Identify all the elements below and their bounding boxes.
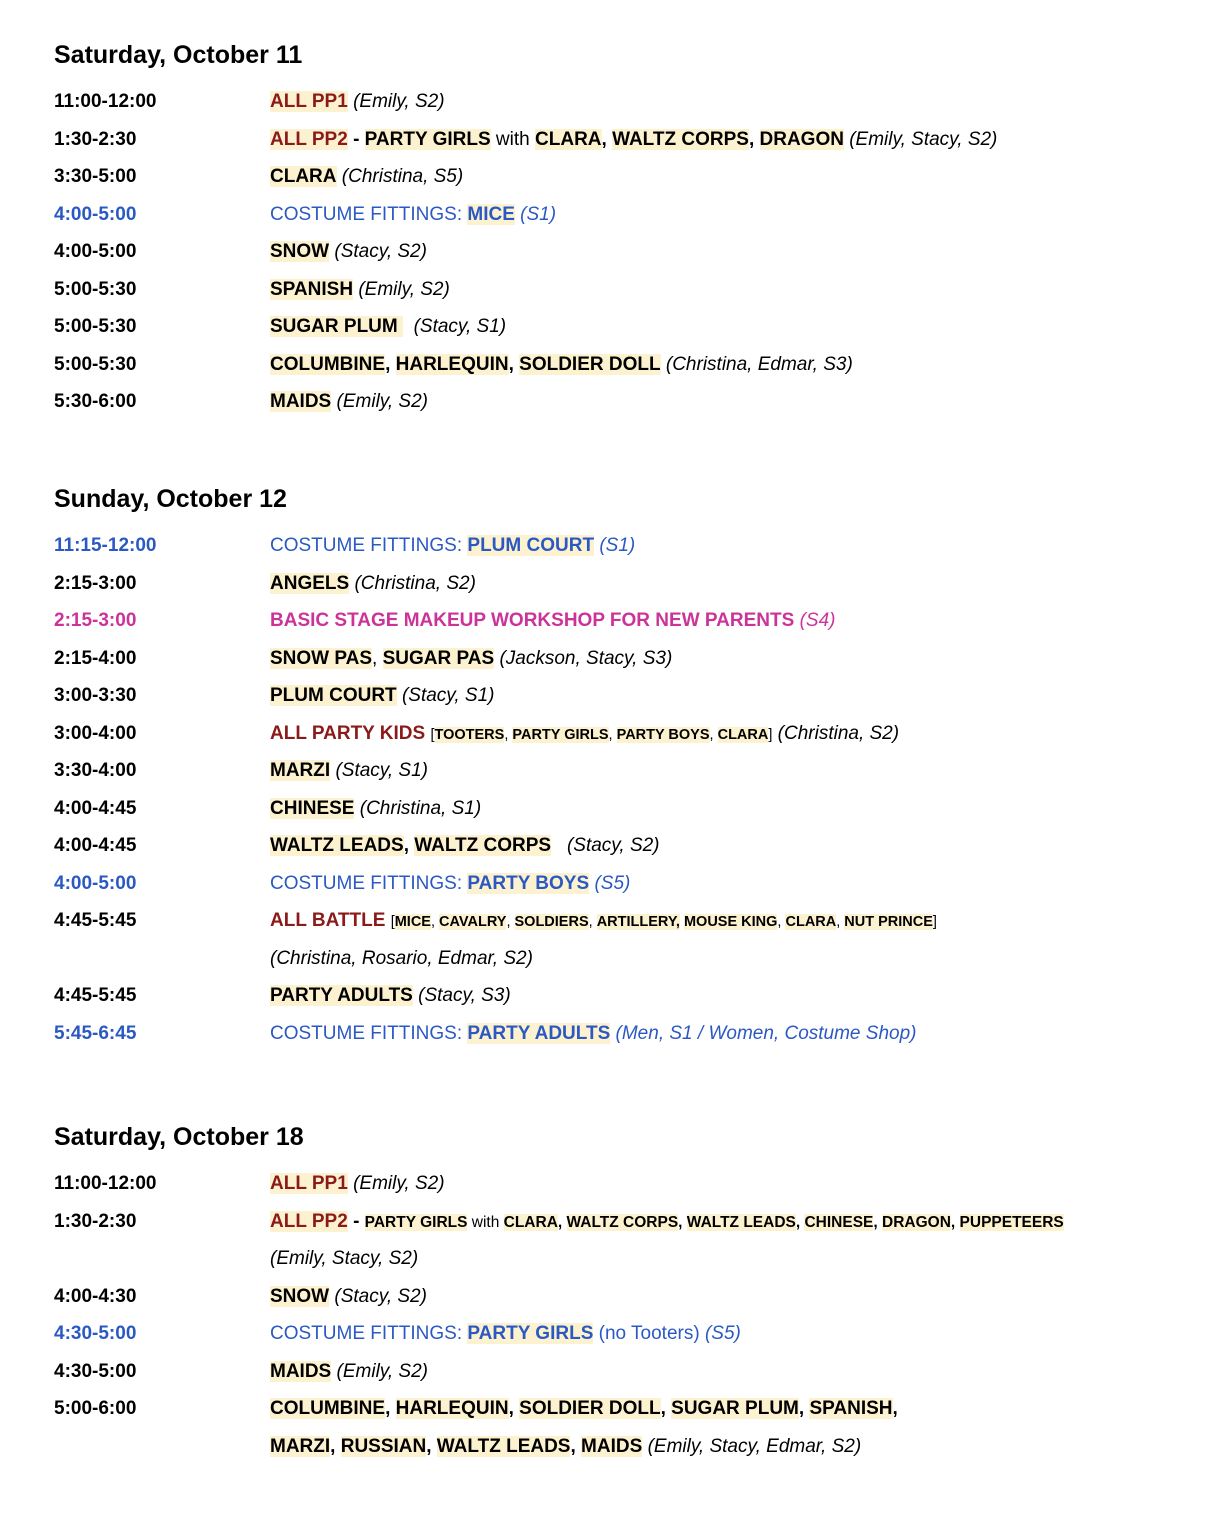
schedule-row [54,977,1194,1015]
instructor-studio-note: (Stacy, S1) [401,685,495,706]
separator-text: ] [932,914,937,930]
instructor-studio-note: (Emily, Stacy, Edmar, S2) [647,1435,862,1457]
group-name: COLUMBINE [270,1398,386,1419]
schedule-row [54,527,1194,565]
instructor-studio-note: (Christina, S2) [354,572,476,594]
instructor-studio-note: (Men, S1 / Women, Costume Shop) [615,1022,917,1044]
schedule-row [54,677,1194,715]
instructor-studio-note: (Stacy, S2) [566,835,660,856]
separator-text: , [892,1398,898,1419]
group-name: ANGELS [270,572,350,594]
group-name: BASIC STAGE MAKEUP WORKSHOP FOR NEW PARENTS [270,610,795,631]
separator-text: , [777,914,786,930]
group-name: PUPPETEERS [959,1213,1064,1231]
separator-text: , [385,1398,396,1419]
separator-text: , [385,353,396,375]
day-section [54,1122,1194,1465]
session-description [270,1203,1194,1242]
group-name: SPANISH [809,1398,893,1419]
group-name: MICE [394,914,431,930]
group-name: SNOW PAS [270,647,373,669]
group-name: WALTZ CORPS [612,128,749,150]
session-description [270,158,1194,196]
schedule-row [54,1315,1194,1353]
instructor-studio-note: (Emily, S2) [353,1173,445,1194]
instructor-studio-note: (Emily, S2) [336,391,428,412]
group-name: ALL PP2 [270,1210,348,1232]
separator-text: COSTUME FITTINGS: [270,1323,468,1344]
separator-text: , [601,128,613,150]
group-name: PARTY GIRLS [512,726,609,743]
session-description [270,827,1194,865]
separator-text: COSTUME FITTINGS: [270,1022,468,1044]
group-name: SUGAR PLUM [671,1398,799,1419]
session-description [270,271,1194,309]
instructor-studio-note: (Stacy, S2) [334,241,427,262]
time-slot: 5:30-6:00 [54,391,137,412]
session-description [270,752,1194,790]
separator-text [551,835,567,856]
separator-text: , [709,726,718,743]
separator-text: , [608,726,617,743]
instructor-studio-note: (Emily, S2) [353,91,445,112]
day-title: Saturday, October 11 [54,41,303,69]
separator-text: , [950,1213,960,1231]
group-name: SOLDIERS [514,914,589,930]
separator-text [359,129,364,150]
schedule-row [54,233,1194,271]
group-name: MAIDS [270,391,332,412]
group-name: COLUMBINE [270,353,386,375]
group-name: CLARA [503,1213,558,1231]
session-description [270,383,1194,421]
schedule-row [54,790,1194,828]
group-name: WALTZ LEADS [686,1213,796,1231]
time-slot: 4:45-5:45 [54,910,137,931]
day-title: Sunday, October 12 [54,485,287,513]
separator-text: , [372,647,383,669]
group-name: ALL PP1 [270,1173,348,1194]
schedule-row [54,1015,1194,1053]
day-section [54,484,1194,1052]
group-name: CHINESE [270,797,355,819]
schedule-row [54,602,1194,640]
separator-text: COSTUME FITTINGS: [270,203,468,225]
group-name: PARTY ADULTS [467,1022,611,1044]
time-slot: 5:45-6:45 [54,1022,137,1044]
group-name: - [353,128,360,150]
separator-text: , [748,128,760,150]
separator-text: , [660,1398,672,1419]
session-description [270,902,1194,942]
session-description [270,677,1194,715]
schedule-row [54,865,1194,903]
session-description [270,565,1194,603]
schedule-list [54,1165,1194,1465]
schedule-row [54,1428,1194,1466]
session-description [270,640,1194,678]
schedule-row [54,715,1194,753]
time-slot: 3:00-3:30 [54,685,137,706]
separator-text: , [795,1213,805,1231]
time-slot: 4:45-5:45 [54,985,137,1006]
separator-text: , [798,1398,810,1419]
instructor-studio-note: (Jackson, Stacy, S3) [499,647,673,669]
time-slot: 11:15-12:00 [54,535,157,556]
group-name: NUT PRINCE [844,914,933,930]
instructor-studio-note: (Stacy, S1) [413,316,507,337]
time-slot: 3:00-4:00 [54,722,137,744]
time-slot: 4:00-5:00 [54,203,137,225]
time-slot: 2:15-3:00 [54,572,137,594]
session-description [270,940,1194,978]
schedule-row [54,308,1194,346]
schedule-row [54,940,1194,978]
session-description [270,1428,1194,1466]
session-description [270,790,1194,828]
separator-text: , [403,835,415,856]
schedule-row [54,752,1194,790]
instructor-studio-note: (Stacy, S3) [418,985,511,1006]
session-description [270,196,1194,234]
group-name: CAVALRY [439,914,507,930]
session-description [270,308,1194,346]
group-name: MICE [467,203,515,225]
instructor-studio-note: (S1) [599,535,636,556]
separator-text: , [678,1213,687,1231]
session-description [270,527,1194,565]
schedule-row [54,565,1194,603]
instructor-studio-note: (S5) [704,1323,741,1344]
group-name: ALL PP1 [270,91,348,112]
separator-text: , [570,1435,582,1457]
group-name: PARTY GIRLS [467,1323,594,1344]
schedule-row [54,827,1194,865]
schedule-row [54,1203,1194,1241]
separator-text: , [873,1213,883,1231]
time-slot: 2:15-4:00 [54,647,137,669]
group-name: MAIDS [581,1435,643,1457]
separator-text: with [467,1213,504,1231]
separator-text: , [508,1398,520,1419]
separator-text: , [557,1213,567,1231]
separator-text: , [504,726,513,743]
session-description [270,1240,1194,1278]
schedule-row [54,1165,1194,1203]
group-name: PARTY GIRLS [364,1213,468,1231]
instructor-studio-note: (Christina, S5) [341,166,464,187]
schedule-row [54,1353,1194,1391]
schedule-list [54,83,1194,421]
instructor-studio-note: (S4) [799,610,836,631]
time-slot: 4:00-4:45 [54,835,137,856]
session-description [270,865,1194,903]
time-slot: 3:30-4:00 [54,760,137,781]
schedule-row [54,158,1194,196]
schedule-row [54,902,1194,940]
group-name: WALTZ LEADS [270,835,404,856]
session-description [270,121,1194,159]
separator-text: COSTUME FITTINGS: [270,872,468,894]
separator-text: , [836,914,845,930]
group-name: ALL BATTLE [270,910,386,931]
schedule-list [54,527,1194,1052]
group-name: SUGAR PLUM [270,316,403,337]
group-name: HARLEQUIN [395,1398,509,1419]
time-slot: 4:00-5:00 [54,872,137,894]
instructor-studio-note: (Christina, S2) [777,722,900,744]
time-slot: 5:00-5:30 [54,278,137,300]
time-slot: 5:00-5:30 [54,316,137,337]
separator-text: , [330,1435,341,1457]
time-slot: 4:00-4:45 [54,797,137,819]
group-name: SOLDIER DOLL [519,1398,661,1419]
time-slot: 4:00-5:00 [54,241,137,262]
instructor-studio-note: (S1) [520,203,557,225]
group-name: MARZI [270,1435,331,1457]
session-description [270,233,1194,271]
separator-text: , [508,353,520,375]
session-description [270,1165,1194,1203]
separator-text: , [588,914,597,930]
separator-text: ] [768,726,773,743]
group-name: SNOW [270,1285,330,1307]
schedule-row [54,346,1194,384]
group-name: SOLDIER DOLL [519,353,661,375]
session-description [270,1278,1194,1316]
group-name: CLARA [717,726,769,743]
group-name: MOUSE KING [683,914,778,930]
group-name: CLARA [270,166,337,187]
group-name: CHINESE [804,1213,874,1231]
schedule-row [54,271,1194,309]
group-name: PARTY ADULTS [270,985,413,1006]
group-name: TOOTERS [434,726,505,743]
session-description [270,1315,1194,1353]
group-name: PLUM COURT [467,535,595,556]
group-name: MAIDS [270,1360,332,1382]
session-description [270,83,1194,121]
schedule-row [54,1390,1194,1428]
group-name: WALTZ CORPS [566,1213,679,1231]
time-slot: 4:00-4:30 [54,1285,137,1307]
time-slot: 5:00-5:30 [54,353,137,375]
time-slot: 1:30-2:30 [54,128,137,150]
instructor-studio-note: (S5) [594,872,631,894]
separator-text [359,1211,364,1232]
separator-text: COSTUME FITTINGS: [270,535,468,556]
group-name: WALTZ LEADS [436,1435,571,1457]
group-name: PARTY BOYS [467,872,590,894]
group-name: - [353,1210,360,1232]
separator-text: with [490,128,536,150]
schedule-row [54,1278,1194,1316]
separator-text: , [506,914,515,930]
day-title: Saturday, October 18 [54,1123,304,1151]
session-description [270,1390,1194,1428]
schedule-row [54,83,1194,121]
instructor-studio-note: (Emily, S2) [358,278,450,300]
instructor-studio-note: (Emily, Stacy, S2) [270,1248,419,1269]
time-slot: 11:00-12:00 [54,91,157,112]
group-name: MARZI [270,760,331,781]
instructor-studio-note: (Christina, S1) [359,797,482,819]
group-name: ALL PARTY KIDS [270,722,426,744]
separator-text: [ [390,914,395,930]
separator-text: , [430,914,440,930]
session-description [270,346,1194,384]
time-slot: 4:30-5:00 [54,1323,137,1344]
group-name: ALL PP2 [270,128,348,150]
group-name: SNOW [270,241,330,262]
group-name: HARLEQUIN [395,353,509,375]
session-description [270,715,1194,755]
instructor-studio-note: (Stacy, S2) [334,1285,427,1307]
separator-text: [ [430,726,435,743]
schedule-row [54,640,1194,678]
instructor-studio-note: (Emily, Stacy, S2) [849,128,998,150]
schedule-row [54,196,1194,234]
group-name: DRAGON [882,1213,951,1231]
instructor-studio-note: (Emily, S2) [336,1360,428,1382]
group-name: SPANISH [270,278,354,300]
schedule-row [54,1240,1194,1278]
instructor-studio-note: (Christina, Edmar, S3) [665,353,853,375]
schedule-row [54,383,1194,421]
group-name: SUGAR PAS [382,647,495,669]
group-name: PLUM COURT [270,685,397,706]
group-name: ARTILLERY, [596,914,680,930]
instructor-studio-note: (Christina, Rosario, Edmar, S2) [270,947,533,969]
schedule-row [54,121,1194,159]
group-name: WALTZ CORPS [414,835,552,856]
time-slot: 5:00-6:00 [54,1398,137,1419]
session-description [270,602,1194,640]
group-name: PARTY GIRLS [364,128,491,150]
group-name: DRAGON [759,128,844,150]
session-description [270,977,1194,1015]
group-name: CLARA [535,128,602,150]
session-description [270,1353,1194,1391]
time-slot: 11:00-12:00 [54,1173,157,1194]
group-name: CLARA [785,914,837,930]
day-section [54,40,1194,421]
group-name: RUSSIAN [340,1435,427,1457]
time-slot: 2:15-3:00 [54,610,137,631]
separator-text: , [426,1435,437,1457]
group-name: PARTY BOYS [616,726,710,743]
instructor-studio-note: (Stacy, S1) [335,760,428,781]
session-description [270,1015,1194,1053]
time-slot: 4:30-5:00 [54,1360,137,1382]
separator-text [403,316,414,337]
separator-text: (no Tooters) [593,1323,705,1344]
time-slot: 3:30-5:00 [54,166,137,187]
time-slot: 1:30-2:30 [54,1210,137,1232]
